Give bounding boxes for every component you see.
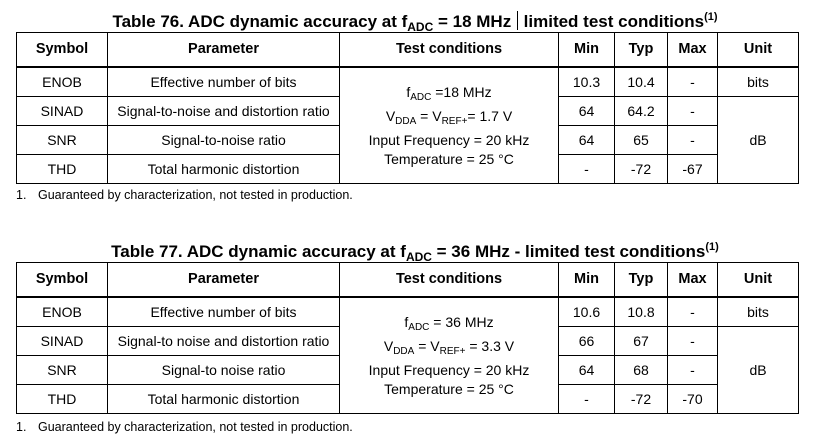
cell-min: - bbox=[559, 385, 615, 414]
header-min: Min bbox=[559, 33, 615, 68]
cell-typ: 10.4 bbox=[615, 67, 668, 97]
header-symbol: Symbol bbox=[17, 263, 108, 298]
table-76-block bbox=[0, 0, 830, 202]
header-parameter: Parameter bbox=[108, 263, 340, 298]
cell-test-conditions bbox=[340, 297, 559, 414]
header-unit: Unit bbox=[718, 33, 799, 68]
condition-fadc: $f_{ADC} = 36$ MHz bbox=[404, 313, 494, 333]
condition-temperature: Temperature = 25 °C bbox=[384, 380, 514, 397]
cell-symbol: THD bbox=[17, 385, 108, 414]
cell-symbol: THD bbox=[17, 155, 108, 184]
cell-symbol: SNR bbox=[17, 126, 108, 155]
cell-min: 64 bbox=[559, 97, 615, 126]
cell-max: - bbox=[668, 67, 718, 97]
cell-min: 64 bbox=[559, 126, 615, 155]
cell-symbol: SNR bbox=[17, 356, 108, 385]
text-cursor-mark bbox=[517, 11, 518, 30]
header-typ: Typ bbox=[615, 33, 668, 68]
cell-symbol: SINAD bbox=[17, 327, 108, 356]
cell-min: 10.6 bbox=[559, 297, 615, 327]
cell-typ: 10.8 bbox=[615, 297, 668, 327]
condition-vdda: $V_{DDA} = V_{REF+} = 3.3$ V bbox=[383, 337, 515, 357]
cell-unit: bits bbox=[718, 297, 799, 327]
cell-min: - bbox=[559, 155, 615, 184]
table-77-block bbox=[0, 230, 830, 434]
cell-max: -70 bbox=[668, 385, 718, 414]
cell-symbol: SINAD bbox=[17, 97, 108, 126]
data-table bbox=[16, 262, 799, 414]
cell-parameter: Signal-to noise ratio bbox=[108, 356, 340, 385]
condition-fadc: $f_{ADC} =18$ MHz bbox=[406, 83, 492, 103]
data-table bbox=[16, 32, 799, 184]
footnote: 1. Guaranteed by characterization, not tested in production. bbox=[16, 420, 353, 434]
cell-parameter: Signal-to noise and distortion ratio bbox=[108, 327, 340, 356]
cell-min: 64 bbox=[559, 356, 615, 385]
cell-parameter: Effective number of bits bbox=[108, 297, 340, 327]
condition-vdda: $V_{DDA} = V_{REF+}= 1.7$ V bbox=[385, 107, 513, 127]
cell-max: - bbox=[668, 126, 718, 155]
cell-typ: 68 bbox=[615, 356, 668, 385]
cell-parameter: Total harmonic distortion bbox=[108, 155, 340, 184]
header-unit: Unit bbox=[718, 263, 799, 298]
cell-typ: -72 bbox=[615, 385, 668, 414]
cell-max: - bbox=[668, 356, 718, 385]
cell-unit: bits bbox=[718, 67, 799, 97]
table-caption: Table 76. ADC dynamic accuracy at $f_{ADC} = 18$ MHz limited test conditions$^{(1)}$ bbox=[112, 11, 718, 34]
cell-test-conditions bbox=[340, 67, 559, 184]
cell-typ: 64.2 bbox=[615, 97, 668, 126]
condition-temperature: Temperature = 25 °C bbox=[384, 150, 514, 167]
header-min: Min bbox=[559, 263, 615, 298]
header-typ: Typ bbox=[615, 263, 668, 298]
header-test-conditions: Test conditions bbox=[340, 263, 559, 298]
condition-input-frequency: Input Frequency = 20 kHz bbox=[368, 131, 530, 148]
header-row bbox=[17, 33, 799, 68]
cell-symbol: ENOB bbox=[17, 297, 108, 327]
cell-typ: 67 bbox=[615, 327, 668, 356]
cell-parameter: Effective number of bits bbox=[108, 67, 340, 97]
cell-min: 10.3 bbox=[559, 67, 615, 97]
condition-input-frequency: Input Frequency = 20 kHz bbox=[368, 361, 530, 378]
cell-max: - bbox=[668, 97, 718, 126]
cell-parameter: Signal-to-noise ratio bbox=[108, 126, 340, 155]
cell-unit: dB bbox=[718, 327, 799, 414]
cell-max: -67 bbox=[668, 155, 718, 184]
table-row bbox=[17, 297, 799, 327]
cell-symbol: ENOB bbox=[17, 67, 108, 97]
header-row bbox=[17, 263, 799, 298]
header-max: Max bbox=[668, 33, 718, 68]
cell-max: - bbox=[668, 327, 718, 356]
cell-parameter: Signal-to-noise and distortion ratio bbox=[108, 97, 340, 126]
cell-parameter: Total harmonic distortion bbox=[108, 385, 340, 414]
cell-min: 66 bbox=[559, 327, 615, 356]
header-max: Max bbox=[668, 263, 718, 298]
cell-typ: 65 bbox=[615, 126, 668, 155]
footnote: 1. Guaranteed by characterization, not tested in production. bbox=[16, 188, 353, 202]
header-parameter: Parameter bbox=[108, 33, 340, 68]
header-test-conditions: Test conditions bbox=[340, 33, 559, 68]
header-symbol: Symbol bbox=[17, 33, 108, 68]
table-caption: Table 77. ADC dynamic accuracy at $f_{ADC} = 36$ MHz - limited test conditions$^{(1)}$ bbox=[111, 241, 719, 264]
table-row bbox=[17, 67, 799, 97]
cell-max: - bbox=[668, 297, 718, 327]
cell-typ: -72 bbox=[615, 155, 668, 184]
cell-unit: dB bbox=[718, 97, 799, 184]
